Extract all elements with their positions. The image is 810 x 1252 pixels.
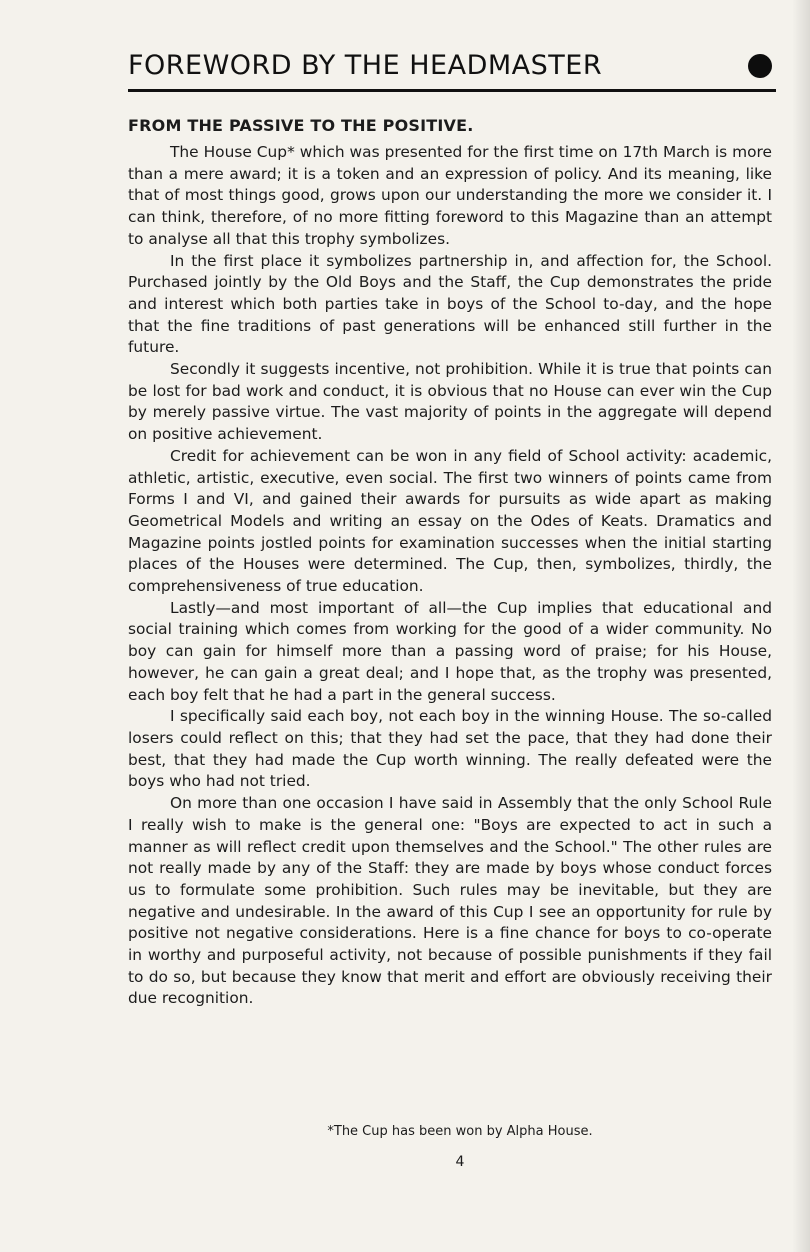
page-edge-shadow <box>792 0 810 1252</box>
header-title: FOREWORD BY THE HEADMASTER <box>128 50 603 81</box>
bullet-dot-icon <box>748 54 772 78</box>
footnote: *The Cup has been won by Alpha House. <box>327 1124 593 1139</box>
article-heading: FROM THE PASSIVE TO THE POSITIVE. <box>128 116 474 135</box>
paragraph: Secondly it suggests incentive, not prohibition. While it is true that points can be lost for bad work and conduct, it is obvious that no House can ever win the Cup by merely passive virtue. The vast majority of points in the aggregate will depend on positive achievement. <box>128 360 772 444</box>
paragraph: I specifically said each boy, not each boy in the winning House. The so-called losers could reflect on this; that they had set the pace, that they had done their best, that they had made the Cup worth winning. The really defeated were the boys who had not tried. <box>128 707 772 791</box>
header-rule <box>128 89 776 92</box>
page-header <box>128 48 776 92</box>
paragraph: On more than one occasion I have said in Assembly that the only School Rule I really wish to make is the general one: "Boys are expected to act in such a manner as will reflect credit upon themselves and the School." The other rules are not really made by any of the Staff: they are made by boys whose conduct forces us to formulate some prohibition. Such rules may be inevitable, but they are negative and undesirable. In the award of this Cup I see an opportunity for rule by positive not negative considerations. Here is a fine chance for boys to co-operate in worthy and purposeful activity, not because of possible punishments if they fail to do so, but because they know that merit and effort are obviously receiving their due recognition. <box>128 794 772 1008</box>
paragraph: The House Cup* which was presented for the first time on 17th March is more than a mere award; it is a token and an expression of policy. And its meaning, like that of most things good, grows upon our understanding the more we consider it. I can think, therefore, of no more fitting foreword to this Magazine than an attempt to analyse all that this trophy symbolizes. <box>128 143 772 248</box>
article-body <box>128 115 772 1010</box>
paragraph: In the first place it symbolizes partnership in, and affection for, the School. Purchased jointly by the Old Boys and the Staff, the Cup demonstrates the pride and interest which both parties take in boys of the School to-day, and the hope that the fine traditions of past generations will be enhanced still further in the future. <box>128 251 772 357</box>
page-number: 4 <box>455 1154 465 1170</box>
paragraph: Credit for achievement can be won in any field of School activity: academic, athletic, artistic, executive, even social. The first two winners of points came from Forms I and VI, and gained their awards for pursuits as wide apart as making Geometrical Models and writing an essay on the Odes of Keats. Dramatics and Magazine points jostled points for examination successes when the initial starting places of the Houses were determined. The Cup, then, symbolizes, thirdly, the comprehensiveness of true education. <box>128 446 772 596</box>
paragraph: Lastly—and most important of all—the Cup implies that educational and social training which comes from working for the good of a wider community. No boy can gain for himself more than a passing word of praise; for his House, however, he can gain a great deal; and I hope that, as the trophy was presented, each boy felt that he had a part in the general success. <box>128 598 772 704</box>
